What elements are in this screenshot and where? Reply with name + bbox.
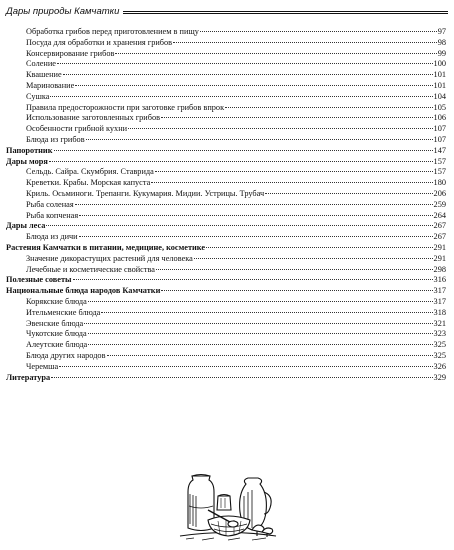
- toc-dot-leader: [225, 107, 432, 108]
- toc-entry: [6, 49, 446, 60]
- toc-dot-leader: [63, 74, 433, 75]
- toc-entry-page: 317: [433, 286, 446, 296]
- toc-entry: [6, 211, 446, 222]
- toc-entry: [6, 189, 446, 200]
- toc-entry-page: 325: [433, 350, 446, 360]
- toc-entry: [6, 351, 446, 362]
- toc-entry-page: 317: [433, 296, 446, 306]
- toc-entry-title: Обработка грибов перед приготовлением в пищу: [26, 27, 199, 36]
- toc-entry: [6, 135, 446, 146]
- toc-entry-page: 321: [433, 318, 446, 328]
- toc-entry-title: Национальные блюда народов Камчатки: [6, 286, 161, 296]
- toc-entry: [6, 92, 446, 103]
- toc-section-entry: [6, 243, 446, 254]
- toc-entry-page: 316: [433, 275, 446, 285]
- toc-dot-leader: [115, 53, 436, 54]
- toc-entry-page: 97: [437, 27, 446, 36]
- still-life-illustration: [178, 466, 278, 542]
- toc-entry: [6, 308, 446, 319]
- toc-dot-leader: [194, 258, 433, 259]
- toc-entry-title: Папоротник: [6, 145, 53, 155]
- toc-entry-page: 264: [433, 210, 446, 220]
- toc-entry: [6, 297, 446, 308]
- toc-dot-leader: [79, 215, 432, 216]
- toc-section-entry: [6, 146, 446, 157]
- running-header: [6, 4, 448, 18]
- toc-dot-leader: [200, 31, 437, 32]
- toc-entry-page: 157: [433, 156, 446, 166]
- toc-dot-leader: [79, 236, 433, 237]
- toc-entry: [6, 113, 446, 124]
- toc-entry-title: Дары леса: [6, 221, 46, 231]
- toc-entry-page: 107: [433, 124, 446, 134]
- toc-dot-leader: [51, 377, 432, 378]
- toc-dot-leader: [86, 139, 433, 140]
- toc-dot-leader: [57, 63, 433, 64]
- toc-entry-page: 206: [433, 188, 446, 198]
- toc-entry-title: Квашение: [26, 70, 62, 80]
- toc-entry-title: Эвенские блюда: [26, 318, 84, 328]
- toc-dot-leader: [151, 182, 432, 183]
- toc-entry-title: Рыба соленая: [26, 199, 74, 209]
- toc-dot-leader: [50, 96, 432, 97]
- toc-entry-title: Растения Камчатки в питании, медицине, косметике: [6, 242, 206, 252]
- toc-entry: [6, 254, 446, 265]
- toc-entry-page: 105: [433, 102, 446, 112]
- toc-dot-leader: [75, 204, 433, 205]
- toc-section-entry: [6, 221, 446, 232]
- toc-entry-title: Правила предосторожности при заготовке грибов впрок: [26, 102, 225, 112]
- toc-dot-leader: [265, 193, 432, 194]
- toc-entry-title: Маринование: [26, 80, 75, 90]
- toc-entry-title: Блюда из грибов: [26, 134, 85, 144]
- toc-entry-title: Блюда из дичи: [26, 232, 78, 242]
- toc-section-entry: [6, 275, 446, 286]
- toc-dot-leader: [128, 128, 432, 129]
- toc-dot-leader: [54, 150, 433, 151]
- toc-entry: [6, 59, 446, 70]
- header-double-rule: [123, 11, 448, 14]
- toc-entry-title: Лечебные и косметические свойства: [26, 264, 155, 274]
- running-header-title: Дары природы Камчатки: [6, 5, 120, 17]
- toc-entry-title: Литература: [6, 372, 51, 382]
- toc-entry-title: Черемша: [26, 361, 59, 371]
- toc-dot-leader: [49, 161, 433, 162]
- toc-entry-page: 157: [433, 167, 446, 177]
- toc-entry-title: Полезные советы: [6, 275, 72, 285]
- toc-dot-leader: [107, 355, 433, 356]
- toc-entry-page: 318: [433, 307, 446, 317]
- toc-entry-title: Корякские блюда: [26, 296, 87, 306]
- toc-dot-leader: [156, 269, 433, 270]
- toc-entry-page: 99: [437, 48, 446, 58]
- toc-entry: [6, 265, 446, 276]
- toc-entry-page: 326: [433, 361, 446, 371]
- toc-entry: [6, 362, 446, 373]
- toc-entry: [6, 329, 446, 340]
- toc-entry-page: 101: [433, 80, 446, 90]
- toc-entry-page: 329: [433, 372, 446, 382]
- toc-entry-page: 100: [433, 59, 446, 69]
- toc-entry-page: 291: [433, 253, 446, 263]
- toc-section-entry: [6, 373, 446, 384]
- toc-entry-title: Креветки. Крабы. Морская капуста: [26, 178, 151, 188]
- toc-entry-title: Криль. Осьминоги. Трепанги. Кукумария. Мидии. Устрицы. Трубач: [26, 188, 265, 198]
- toc-entry: [6, 27, 446, 38]
- toc-entry-title: Значение дикорастущих растений для человека: [26, 253, 193, 263]
- toc-entry-title: Использование заготовленных грибов: [26, 113, 161, 123]
- toc-entry-page: 180: [433, 178, 446, 188]
- toc-entry-title: Сельдь. Сайра. Скумбрия. Ставрида: [26, 167, 154, 177]
- toc-entry-page: 325: [433, 340, 446, 350]
- toc-entry-page: 147: [433, 145, 446, 155]
- toc-entry: [6, 232, 446, 243]
- toc-entry-page: 106: [433, 113, 446, 123]
- toc-entry-title: Ительменские блюда: [26, 307, 101, 317]
- toc-entry-title: Дары моря: [6, 156, 48, 166]
- toc-entry-title: Блюда других народов: [26, 350, 106, 360]
- toc-entry: [6, 178, 446, 189]
- toc-entry: [6, 340, 446, 351]
- toc-dot-leader: [173, 42, 437, 43]
- toc-dot-leader: [101, 312, 432, 313]
- toc-entry: [6, 124, 446, 135]
- toc-dot-leader: [75, 85, 432, 86]
- toc-entry-page: 291: [433, 242, 446, 252]
- toc-dot-leader: [161, 290, 432, 291]
- toc-dot-leader: [88, 301, 433, 302]
- toc-entry: [6, 38, 446, 49]
- toc-entry-page: 267: [433, 221, 446, 231]
- toc-entry-title: Сушка: [26, 91, 50, 101]
- toc-entry-title: Соление: [26, 59, 56, 69]
- toc-entry-title: Алеутские блюда: [26, 340, 88, 350]
- toc-entry-page: 101: [433, 70, 446, 80]
- toc-entry-page: 259: [433, 199, 446, 209]
- toc-entry-title: Чукотские блюда: [26, 329, 87, 339]
- toc-entry-title: Посуда для обработки и хранения грибов: [26, 37, 173, 47]
- toc-entry-title: Консервирование грибов: [26, 48, 115, 58]
- toc-entry-page: 107: [433, 134, 446, 144]
- toc-dot-leader: [206, 247, 432, 248]
- toc-dot-leader: [59, 366, 432, 367]
- toc-entry: [6, 319, 446, 330]
- toc-entry-page: 298: [433, 264, 446, 274]
- toc-dot-leader: [73, 279, 433, 280]
- toc-entry: [6, 81, 446, 92]
- toc-dot-leader: [46, 225, 432, 226]
- toc-dot-leader: [88, 333, 433, 334]
- toc-entry: [6, 167, 446, 178]
- table-of-contents: [6, 27, 446, 383]
- toc-dot-leader: [155, 171, 433, 172]
- toc-entry-title: Рыба копченая: [26, 210, 79, 220]
- toc-entry-title: Особенности грибной кухни: [26, 124, 128, 134]
- toc-entry-page: 323: [433, 329, 446, 339]
- toc-entry-page: 267: [433, 232, 446, 242]
- toc-section-entry: [6, 157, 446, 168]
- toc-section-entry: [6, 286, 446, 297]
- toc-entry-page: 98: [437, 37, 446, 47]
- toc-entry: [6, 103, 446, 114]
- toc-dot-leader: [88, 344, 432, 345]
- toc-dot-leader: [84, 323, 432, 324]
- toc-entry: [6, 70, 446, 81]
- toc-dot-leader: [161, 117, 433, 118]
- toc-entry: [6, 200, 446, 211]
- toc-entry-page: 104: [433, 91, 446, 101]
